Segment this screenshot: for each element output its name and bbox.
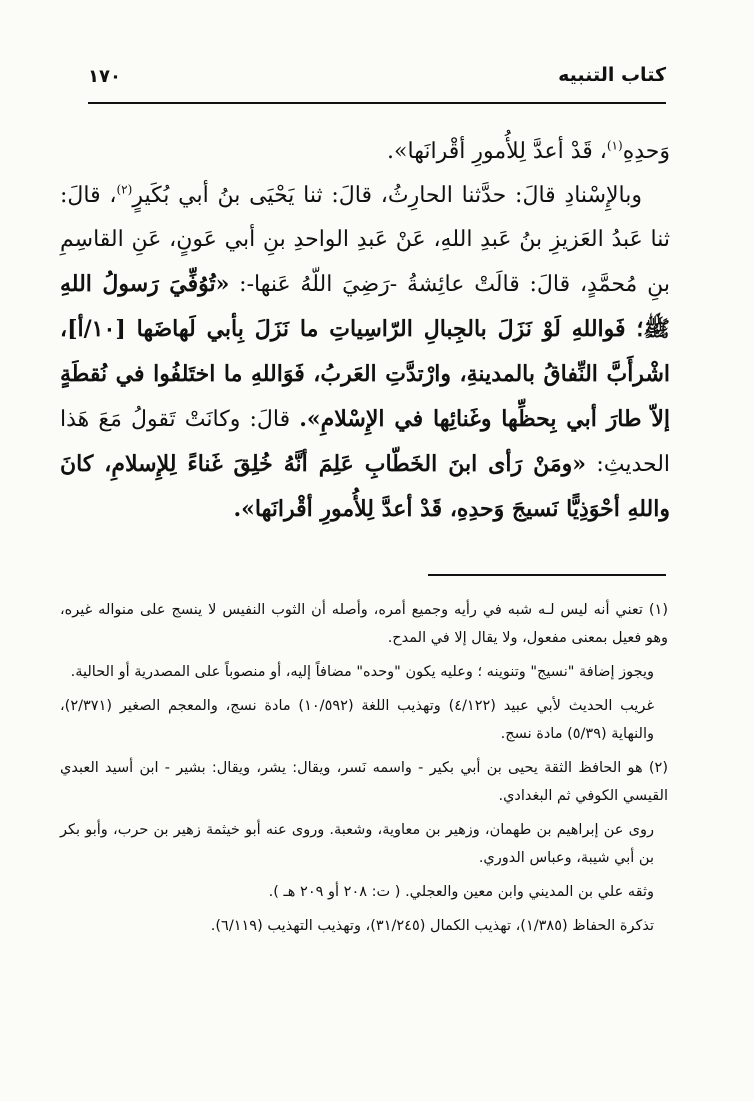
footnote-2-line-2: روى عن إبراهيم بن طهمان، وزهير بن معاوية، وشعبة. وروى عنه أبو خيثمة زهير بن حرب، وأبو بكر بن أبي شيبة، وعباس الدوري.	[60, 822, 654, 866]
footnote-separator	[428, 574, 666, 576]
footnote-2-line-3: وثقه علي بن المديني وابن معين والعجلي. ( ت: ٢٠٨ أو ٢٠٩ هـ ).	[268, 884, 654, 900]
footnote-ref-1: (١)	[606, 138, 623, 153]
footnote-2-line-4: تذكرة الحفاظ (١/٣٨٥)، تهذيب الكمال (٣١/٢٤٥)، وتهذيب التهذيب (٦/١١٩).	[210, 918, 654, 934]
footnote-1-line-3: غريب الحديث لأبي عبيد (٤/١٢٢) وتهذيب اللغة (١٠/٥٩٢) مادة نسج، والمعجم الصغير (٢/٣٧١)، والنهاية (٥/٣٩) مادة نسج.	[60, 698, 655, 742]
isnad-part-2: ، قالَ: ثنا عَبدُ العَزيزِ بنُ عَبدِ اللهِ، عَنْ عَبدِ الواحدِ بنِ أبي عَونٍ، عَنِ القاسِمِ بنِ مُحمَّدٍ، قالَ: قالَتْ عائِشةُ -رَضِيَ اللّهُ عَنها-:	[60, 183, 670, 297]
footnote-1-line-2: ويجوز إضافة "نسيج" وتنوينه ؛ وعليه يكون "وحده" مضافاً إليه، أو منصوباً على المصدرية أو الحالية.	[70, 664, 654, 680]
main-text	[60, 130, 670, 532]
running-title: كتاب التنبيه	[558, 64, 666, 86]
p1-text-before: وَحدِهِ	[622, 139, 670, 164]
page-number: ١٧٠	[88, 66, 121, 87]
footnote-ref-2: (٢)	[116, 182, 133, 197]
footnotes	[60, 596, 668, 946]
hadith-text: «تُوُفِّيَ رَسولُ اللهِ ﷺ؛ فَواللهِ لَوْ نَزَلَ بالجِبالِ الرّاسِياتِ ما نَزَلَ بِأبي لَهاضَها [١٠/أ]، اشْرأَبَّ النِّفاقُ بالمدينةِ، وارْتدَّتِ العَربُ، فَوَاللهِ ما اختَلفُوا في نُقطَةٍ إلاّ طارَ أبي بِحظِّها وغَنائِها في الإِسْلامِ».	[60, 271, 670, 432]
page-header	[88, 58, 666, 104]
continuation-text: قالَ: وكانَتْ تَقولُ مَعَ هَذا الحديثِ:	[60, 407, 671, 477]
footnote-1-line-1: (١) تعني أنه ليس لـه شبه في رأيه وجميع أمره، وأصله أن الثوب النفيس لا ينسج على منواله غيره، وهو فعيل بمعنى مفعول، ولا يقال إلا في المدح.	[60, 602, 668, 646]
header-rule	[88, 102, 666, 104]
paragraph-2	[60, 174, 670, 532]
footnote-2-line-1: (٢) هو الحافظ الثقة يحيى بن أبي بكير - واسمه نَسر، ويقال: يشر، ويقال: بشير - ابن أسيد العبدي القيسي الكوفي ثم البغدادي.	[60, 760, 668, 804]
p1-text-after: ، قَدْ أعدَّ لِلأُمورِ أقْرانَها».	[387, 139, 607, 164]
saying-text: «ومَنْ رَأى ابنَ الخَطّابِ عَلِمَ أنَّهُ خُلِقَ غَناءً لِلإِسلامِ، كانَ واللهِ أحْوَذِيًّا نَسيجَ وَحدِهِ، قَدْ أعدَّ لِلأُمورِ أقْرانَها».	[60, 451, 670, 522]
isnad-part-1: وبالإِسْنادِ قالَ: حدَّثنا الحارِثُ، قالَ: ثنا يَحْيَى بنُ أبي بُكَيرٍ	[132, 183, 642, 208]
paragraph-1	[60, 130, 670, 174]
